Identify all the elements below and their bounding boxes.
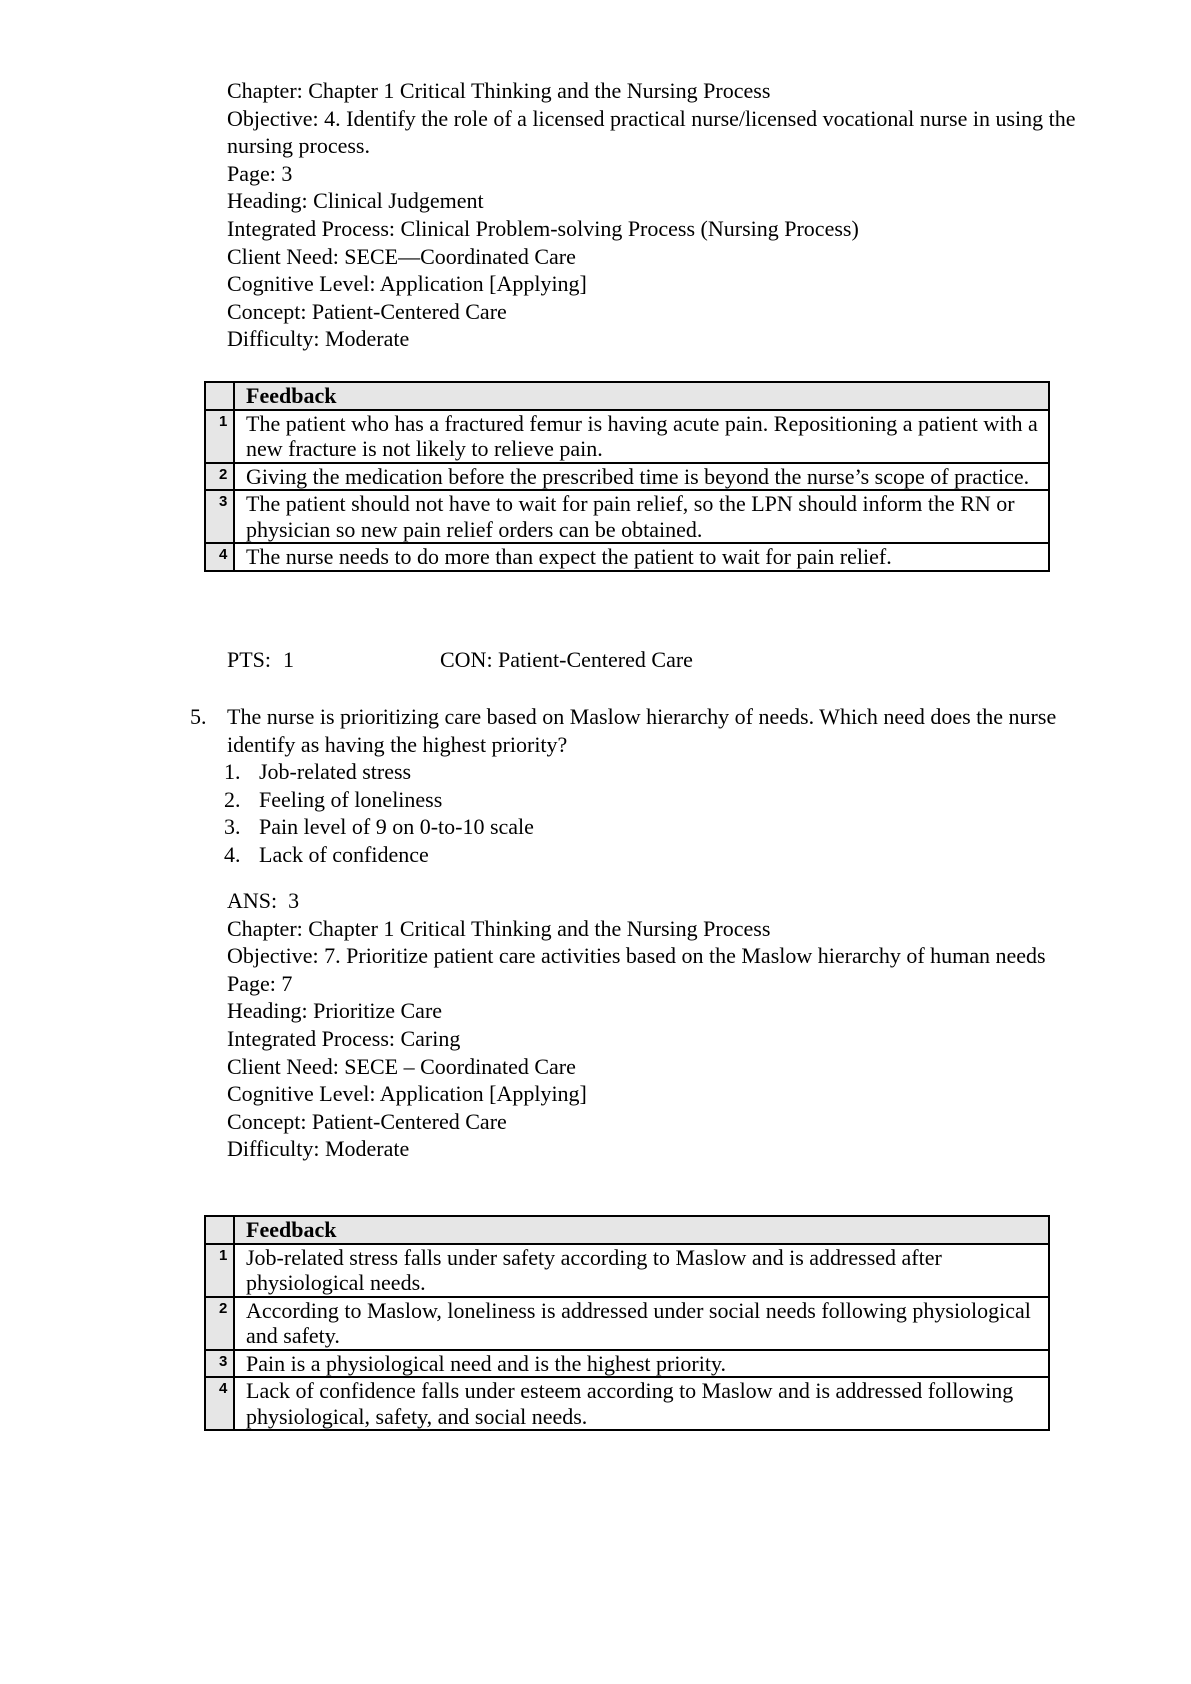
feedback-number: 3 xyxy=(205,1350,234,1378)
integrated-process-line: Integrated Process: Caring xyxy=(227,1025,461,1051)
option-number: 1. xyxy=(224,759,241,785)
answer-options xyxy=(190,758,1130,868)
feedback-header-row xyxy=(205,1216,1049,1244)
feedback-text: According to Maslow, loneliness is addressed under social needs following physiological and safety. xyxy=(234,1297,1049,1350)
question-5 xyxy=(190,703,1130,869)
option-number: 3. xyxy=(224,814,241,840)
feedback-header-row xyxy=(205,382,1049,410)
option-text: Job-related stress xyxy=(259,759,412,785)
feedback-header: Feedback xyxy=(234,1216,1049,1244)
feedback-text: Lack of confidence falls under esteem according to Maslow and is addressed following physiological, safety, and social needs. xyxy=(234,1377,1049,1430)
question-metadata-1 xyxy=(227,77,1132,353)
page-line: Page: 7 xyxy=(227,970,293,996)
concept-line: Concept: Patient-Centered Care xyxy=(227,298,507,324)
answer-line: ANS: 3 xyxy=(227,888,300,913)
option-number: 4. xyxy=(224,841,241,867)
concept-code: CON: Patient-Centered Care xyxy=(440,647,693,672)
table-row xyxy=(205,490,1049,543)
chapter-line: Chapter: Chapter 1 Critical Thinking and the Nursing Process xyxy=(227,78,771,103)
objective-line: Objective: 4. Identify the role of a licensed practical nurse/licensed vocational nurse in using the nursing process. xyxy=(227,105,1076,159)
objective-line: Objective: 7. Prioritize patient care activities based on the Maslow hierarchy of human needs xyxy=(227,943,1046,969)
table-row xyxy=(205,1244,1049,1297)
option-number: 2. xyxy=(224,786,241,812)
feedback-number: 3 xyxy=(205,490,234,543)
pts-value: 1 xyxy=(283,647,294,672)
feedback-number: 2 xyxy=(205,1297,234,1350)
question-metadata-2 xyxy=(227,887,1132,1163)
pts-label: PTS: xyxy=(227,647,272,672)
feedback-text: Job-related stress falls under safety according to Maslow and is addressed after physiological needs. xyxy=(234,1244,1049,1297)
feedback-text: Giving the medication before the prescribed time is beyond the nurse’s scope of practice. xyxy=(234,463,1049,491)
question-text: The nurse is prioritizing care based on Maslow hierarchy of needs. Which need does the nurse identify as having the highest priority? xyxy=(227,704,1057,757)
feedback-text: Pain is a physiological need and is the highest priority. xyxy=(234,1350,1049,1378)
table-row xyxy=(205,410,1049,463)
cognitive-level-line: Cognitive Level: Application [Applying] xyxy=(227,1081,587,1107)
list-item xyxy=(224,841,1130,869)
feedback-text: The patient should not have to wait for pain relief, so the LPN should inform the RN or physician so new pain relief orders can be obtained. xyxy=(234,490,1049,543)
table-row xyxy=(205,1297,1049,1350)
option-text: Lack of confidence xyxy=(259,841,429,867)
cognitive-level-line: Cognitive Level: Application [Applying] xyxy=(227,271,587,297)
feedback-number: 2 xyxy=(205,463,234,491)
list-item xyxy=(224,758,1130,786)
difficulty-line: Difficulty: Moderate xyxy=(227,1136,410,1162)
table-row xyxy=(205,1350,1049,1378)
client-need-line: Client Need: SECE – Coordinated Care xyxy=(227,1053,576,1079)
feedback-number: 4 xyxy=(205,1377,234,1430)
question-number: 5. xyxy=(190,704,207,729)
option-text: Pain level of 9 on 0-to-10 scale xyxy=(259,814,534,840)
chapter-line: Chapter: Chapter 1 Critical Thinking and the Nursing Process xyxy=(227,915,771,941)
client-need-line: Client Need: SECE—Coordinated Care xyxy=(227,243,576,269)
option-text: Feeling of loneliness xyxy=(259,786,443,812)
feedback-number: 4 xyxy=(205,543,234,571)
list-item xyxy=(224,786,1130,814)
feedback-header-blank xyxy=(205,1216,234,1244)
feedback-header: Feedback xyxy=(234,382,1049,410)
table-row xyxy=(205,463,1049,491)
points-line xyxy=(227,646,693,674)
list-item xyxy=(224,813,1130,841)
feedback-table-2 xyxy=(204,1215,1050,1431)
feedback-table-1 xyxy=(204,381,1050,572)
feedback-number: 1 xyxy=(205,1244,234,1297)
integrated-process-line: Integrated Process: Clinical Problem-solving Process (Nursing Process) xyxy=(227,215,859,241)
page-line: Page: 3 xyxy=(227,160,293,186)
heading-line: Heading: Prioritize Care xyxy=(227,998,443,1024)
feedback-header-blank xyxy=(205,382,234,410)
table-row xyxy=(205,1377,1049,1430)
feedback-text: The nurse needs to do more than expect the patient to wait for pain relief. xyxy=(234,543,1049,571)
feedback-text: The patient who has a fractured femur is having acute pain. Repositioning a patient with a new fracture is not likely to relieve pain. xyxy=(234,410,1049,463)
feedback-number: 1 xyxy=(205,410,234,463)
concept-line: Concept: Patient-Centered Care xyxy=(227,1108,507,1134)
table-row xyxy=(205,543,1049,571)
difficulty-line: Difficulty: Moderate xyxy=(227,326,410,352)
heading-line: Heading: Clinical Judgement xyxy=(227,188,484,214)
